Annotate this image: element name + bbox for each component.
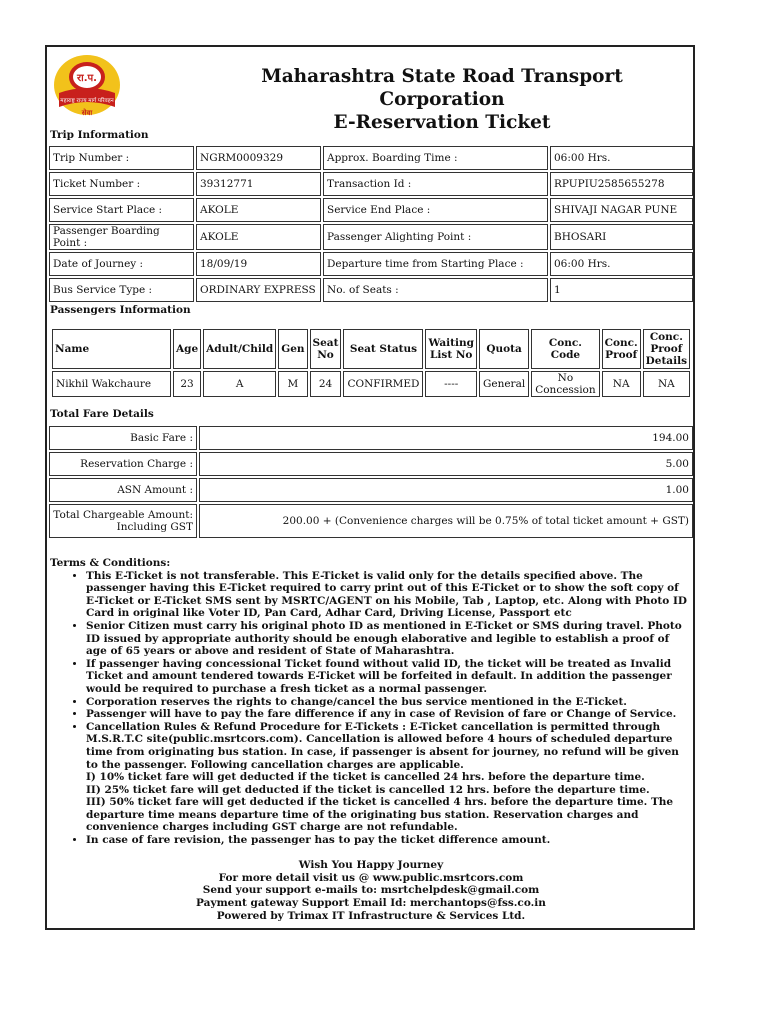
trip-value: AKOLE [196, 198, 321, 222]
trip-label: Passenger Boarding Point : [49, 224, 194, 250]
fare-label: ASN Amount : [49, 478, 197, 502]
trip-label: Trip Number : [49, 146, 194, 170]
trip-label: Departure time from Starting Place : [323, 252, 548, 276]
fare-label: Total Chargeable Amount: Including GST [49, 504, 197, 538]
cancellation-rule: III) 50% ticket fare will get deducted if the ticket is cancelled 4 hrs. before the departure time. The departure time means departure time of the originating bus station. Reservation charges and convenience charges including GST charge are not refundable. [86, 796, 674, 834]
col-seat-status: Seat Status [343, 329, 423, 369]
term-text: In case of fare revision, the passenger has to pay the ticket difference amount. [86, 834, 551, 847]
trip-value: SHIVAJI NAGAR PUNE [550, 198, 693, 222]
passenger-gender: M [278, 371, 307, 397]
trip-label: Transaction Id : [323, 172, 548, 196]
ticket-title: E-Reservation Ticket [333, 112, 551, 133]
trip-value: 06:00 Hrs. [550, 252, 693, 276]
table-row [49, 224, 693, 250]
passenger-conc-code: No Concession [531, 371, 599, 397]
passenger-adult-child: A [203, 371, 276, 397]
trip-value: 1 [550, 278, 693, 302]
term-text: Senior Citizen must carry his original photo ID as mentioned in E-Ticket or SMS during travel. Photo ID issued by appropriate authority should be enough elaborative and legible to establish a proof of age of 65 years or above and resident of State of Maharashtra. [86, 619, 682, 658]
passenger-waiting-list: ---- [425, 371, 477, 397]
list-item [86, 658, 692, 696]
footer-line: Powered by Trimax IT Infrastructure & Services Ltd. [216, 909, 526, 922]
trip-label: No. of Seats : [323, 278, 548, 302]
term-text: Cancellation Rules & Refund Procedure for E-Tickets : E-Ticket cancellation is permitted through M.S.R.T.C site(public.msrtcors.com). Cancellation is allowed before 4 hours of scheduled departure time from originating bus station. In case, if passenger is absent for journey, no refund will be given to the passenger. Following cancellation charges are applicable. [86, 720, 679, 771]
cancellation-rule: II) 25% ticket fare will get deducted if the ticket is cancelled 12 hrs. before the departure time. [86, 783, 650, 796]
trip-label: Ticket Number : [49, 172, 194, 196]
col-adult-child: Adult/Child [203, 329, 276, 369]
trip-label: Approx. Boarding Time : [323, 146, 548, 170]
list-item [86, 696, 692, 709]
trip-label: Service End Place : [323, 198, 548, 222]
footer-line: Payment gateway Support Email Id: merchantops@fss.co.in [196, 897, 546, 910]
footer-line: For more detail visit us @ www.public.msrtcors.com [218, 871, 524, 884]
passenger-name: Nikhil Wakchaure [52, 371, 171, 397]
fare-value: 200.00 + (Convenience charges will be 0.75% of total ticket amount + GST) [199, 504, 693, 538]
trip-label: Service Start Place : [49, 198, 194, 222]
col-quota: Quota [479, 329, 529, 369]
logo-band-text: महाराष्ट्र राज्य मार्ग परिवहन [60, 98, 114, 104]
col-conc-code: Conc. Code [531, 329, 599, 369]
passengers-table [50, 327, 692, 399]
table-row [49, 172, 693, 196]
col-conc-proof: Conc. Proof [602, 329, 641, 369]
table-row [49, 426, 693, 450]
terms-list [50, 570, 692, 847]
table-row [52, 371, 690, 397]
table-row [49, 146, 693, 170]
list-item [86, 570, 692, 620]
col-conc-proof-details: Conc. Proof Details [643, 329, 690, 369]
trip-label: Bus Service Type : [49, 278, 194, 302]
msrtc-logo-icon [51, 53, 123, 123]
passenger-seat-no: 24 [310, 371, 342, 397]
table-row [49, 198, 693, 222]
col-seat-no: Seat No [310, 329, 342, 369]
trip-info-table [47, 144, 695, 304]
corporation-name: Maharashtra State Road Transport Corporation [261, 66, 623, 110]
e-reservation-ticket [45, 45, 695, 930]
trip-label: Date of Journey : [49, 252, 194, 276]
trip-value: 18/09/19 [196, 252, 321, 276]
passengers-info-heading: Passengers Information [50, 304, 191, 316]
table-row [49, 504, 693, 538]
passenger-conc-proof: NA [602, 371, 641, 397]
col-waiting-list: Waiting List No [425, 329, 477, 369]
table-row [49, 452, 693, 476]
term-text: This E-Ticket is not transferable. This E-Ticket is valid only for the details specified above. The passenger having this E-Ticket required to carry print out of this E-Ticket or to show the soft copy of E-Ticket or E-Ticket SMS sent by MSRTC/AGENT on his Mobile, Tab , Laptop, etc. Along with Photo ID Card in original like Voter ID, Pan Card, Adhar Card, Driving License, Passport etc [86, 569, 687, 620]
fare-label: Reservation Charge : [49, 452, 197, 476]
ticket-header [197, 65, 687, 134]
col-gen: Gen [278, 329, 307, 369]
passenger-quota: General [479, 371, 529, 397]
fare-value: 5.00 [199, 452, 693, 476]
logo-top-text: रा.प. [77, 73, 97, 84]
list-item [86, 708, 692, 721]
cancellation-rule: I) 10% ticket fare will get deducted if the ticket is cancelled 24 hrs. before the departure time. [86, 771, 645, 784]
trip-value: ORDINARY EXPRESS [196, 278, 321, 302]
footer-line: Wish You Happy Journey [298, 859, 444, 871]
footer-line: Send your support e-mails to: msrtchelpdesk@gmail.com [202, 884, 540, 897]
col-name: Name [52, 329, 171, 369]
list-item [86, 721, 692, 834]
term-text: Passenger will have to pay the fare difference if any in case of Revision of fare or Change of Service. [86, 708, 677, 721]
trip-value: 39312771 [196, 172, 321, 196]
fare-details-table [47, 424, 695, 540]
fare-details-heading: Total Fare Details [50, 408, 154, 420]
trip-label: Passenger Alighting Point : [323, 224, 548, 250]
terms-and-conditions [50, 557, 692, 847]
ticket-footer [47, 859, 695, 923]
term-text: Corporation reserves the rights to change/cancel the bus service mentioned in the E-Ticket. [86, 695, 627, 708]
passenger-conc-proof-details: NA [643, 371, 690, 397]
table-row [49, 278, 693, 302]
list-item [86, 620, 692, 658]
passenger-seat-status: CONFIRMED [343, 371, 423, 397]
table-row [49, 478, 693, 502]
passenger-age: 23 [173, 371, 201, 397]
fare-label: Basic Fare : [49, 426, 197, 450]
table-row [49, 252, 693, 276]
trip-value: NGRM0009329 [196, 146, 321, 170]
col-age: Age [173, 329, 201, 369]
terms-heading: Terms & Conditions: [50, 557, 171, 569]
trip-value: AKOLE [196, 224, 321, 250]
logo-bottom-text: सेवा [81, 109, 93, 117]
trip-value: BHOSARI [550, 224, 693, 250]
fare-value: 194.00 [199, 426, 693, 450]
fare-value: 1.00 [199, 478, 693, 502]
term-text: If passenger having concessional Ticket found without valid ID, the ticket will be treated as Invalid Ticket and amount tendered towards E-Ticket will be forfeited in default. In addition the passenger would be required to purchase a fresh ticket as a normal passenger. [86, 657, 672, 695]
trip-info-heading: Trip Information [50, 129, 149, 141]
list-item [86, 834, 692, 847]
trip-value: RPUPIU2585655278 [550, 172, 693, 196]
trip-value: 06:00 Hrs. [550, 146, 693, 170]
